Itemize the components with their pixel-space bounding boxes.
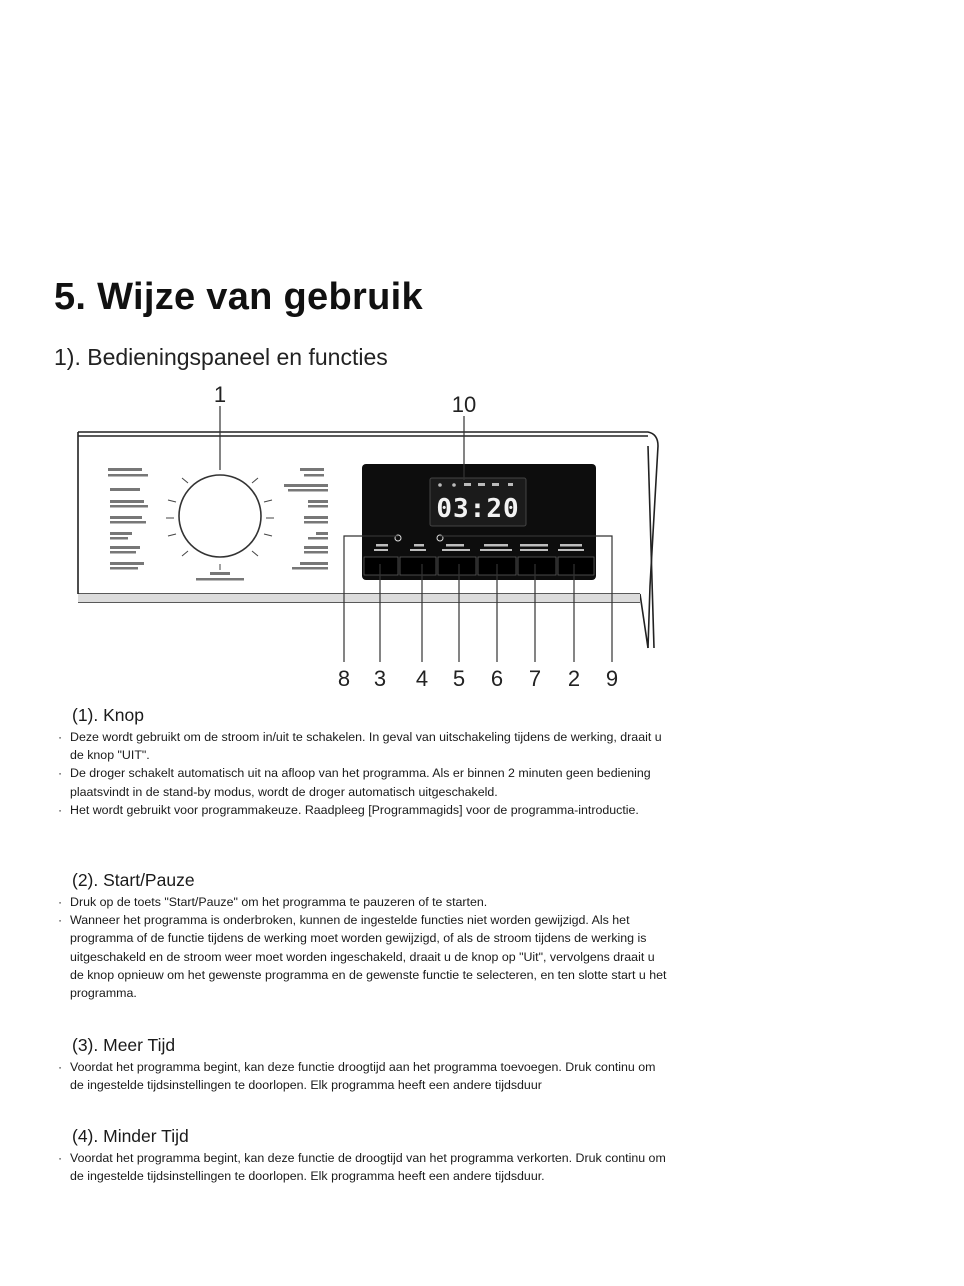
control-panel-diagram — [60, 386, 680, 706]
callout-6: 6 — [490, 666, 504, 691]
lcd-time: 03:20 — [436, 494, 520, 524]
section-meer-tijd-list — [58, 1058, 668, 1094]
section-start-pauze-title: (2). Start/Pauze — [72, 870, 195, 890]
list-item: · Voordat het programma begint, kan deze functie droogtijd aan het programma toevoegen. Druk continu om de ingestelde tijdsinstellingen te doorlopen. Elk programma heeft een andere tijdsduur — [58, 1058, 668, 1094]
callout-8: 8 — [337, 666, 351, 691]
callout-3: 3 — [373, 666, 387, 691]
callout-7: 7 — [528, 666, 542, 691]
panel-edge — [78, 594, 640, 602]
section-knop-list — [58, 728, 668, 819]
page-title: 5. Wijze van gebruik — [54, 276, 423, 318]
callout-5: 5 — [452, 666, 466, 691]
section-minder-tijd-title: (4). Minder Tijd — [72, 1126, 189, 1146]
list-item: · Voordat het programma begint, kan deze functie de droogtijd van het programma verkorten. Druk continu om de ingestelde tijdsinstellingen te doorlopen. Elk programma heeft een andere tijdsduur. — [58, 1149, 668, 1185]
button-start-pause — [558, 557, 594, 575]
callout-9: 9 — [605, 666, 619, 691]
button-less-time — [438, 557, 476, 575]
section-knop-title: (1). Knop — [72, 705, 144, 725]
section-subtitle: 1). Bedieningspaneel en functies — [54, 344, 388, 370]
list-item: · Druk op de toets "Start/Pauze" om het programma te pauzeren of te starten. — [58, 893, 668, 911]
list-item: · Wanneer het programma is onderbroken, kunnen de ingestelde functies niet worden gewijzigd. Als het programma of de functie tijdens de werking moet worden gewijzigd, of als de stroom tijdens de werking is uitgeschakeld en de stroom weer moet worden ingeschakeld, draait u de knop op "Uit", vervolgens draait u de knop opnieuw om het gewenste programma en de gewenste functie te selecteren, en ten slotte start u het programma. — [58, 911, 668, 1002]
button-more-time — [400, 557, 436, 575]
section-minder-tijd-list — [58, 1149, 668, 1185]
callout-1: 1 — [213, 386, 227, 407]
list-item: · Deze wordt gebruikt om de stroom in/uit te schakelen. In geval van uitschakeling tijdens de werking, draait u de knop "UIT". — [58, 728, 668, 764]
callout-2: 2 — [567, 666, 581, 691]
program-dial — [179, 475, 261, 557]
button-8 — [364, 557, 398, 575]
section-meer-tijd-title: (3). Meer Tijd — [72, 1035, 176, 1055]
callout-10: 10 — [451, 392, 477, 417]
list-item: · De droger schakelt automatisch uit na afloop van het programma. Als er binnen 2 minuten geen bediening plaatsvindt in de stand-by modus, wordt de droger automatisch uitgeschakeld. — [58, 764, 668, 800]
list-item: · Het wordt gebruikt voor programmakeuze. Raadpleeg [Programmagids] voor de programma-introductie. — [58, 801, 668, 819]
section-start-pauze-list — [58, 893, 668, 1002]
callout-4: 4 — [415, 666, 429, 691]
button-function-7 — [518, 557, 556, 575]
